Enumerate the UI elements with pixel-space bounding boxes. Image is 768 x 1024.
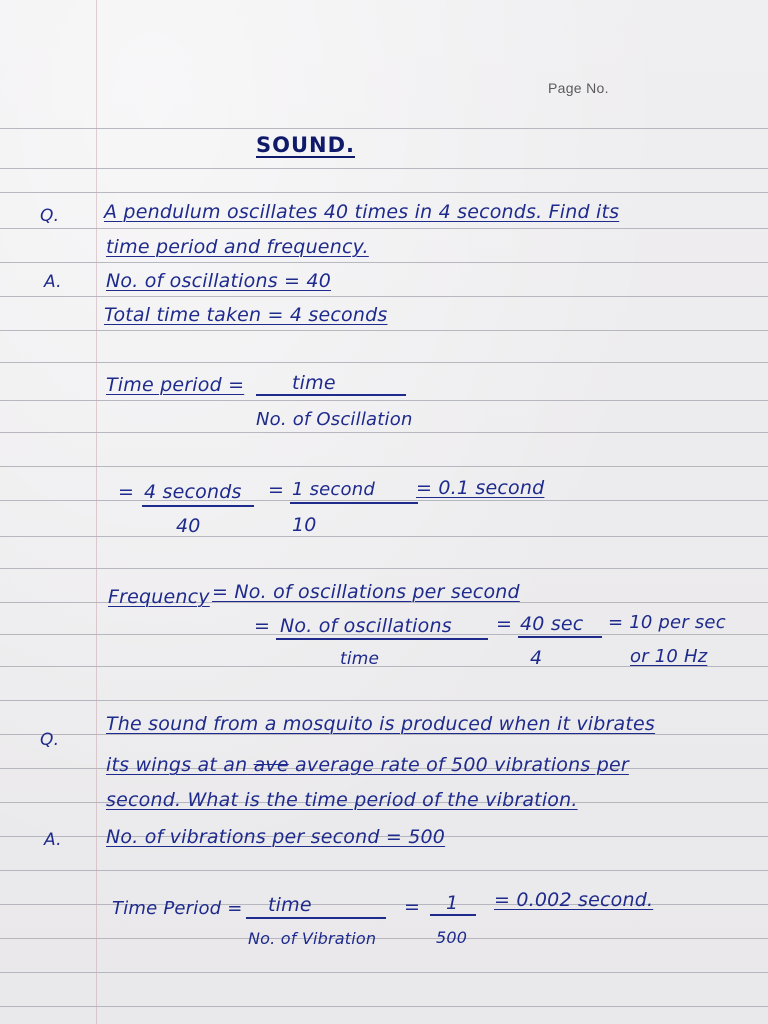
fraction-bar (430, 914, 476, 916)
question-text-line (106, 754, 629, 776)
fraction-numerator: 40 sec (520, 613, 584, 635)
fraction-denominator: 10 (292, 514, 317, 536)
answer-marker: A. (44, 272, 62, 292)
answer-marker: A. (44, 830, 62, 850)
fraction-numerator: No. of oscillations (280, 615, 452, 637)
fraction-denominator: 40 (176, 515, 201, 537)
ruled-line (0, 168, 768, 169)
formula-label: Frequency (108, 586, 210, 608)
fraction-numerator: 4 seconds (144, 481, 242, 503)
ruled-line (0, 432, 768, 433)
question-marker: Q. (40, 730, 60, 750)
formula-label: Time Period = (112, 898, 243, 919)
fraction-numerator: 1 (446, 892, 459, 914)
ruled-line (0, 938, 768, 939)
equals-sign: = (254, 615, 271, 637)
formula-definition: = No. of oscillations per second (212, 581, 520, 603)
ruled-line (0, 568, 768, 569)
ruled-line (0, 296, 768, 297)
ruled-line (0, 466, 768, 467)
equals-sign: = (118, 481, 135, 503)
answer-line: No. of vibrations per second = 500 (106, 826, 446, 848)
answer-line: Total time taken = 4 seconds (104, 304, 388, 326)
ruled-line (0, 128, 768, 129)
ruled-line (0, 330, 768, 331)
equals-sign: = (268, 479, 285, 501)
fraction-denominator: time (340, 649, 380, 669)
fraction-bar (256, 394, 406, 396)
formula-label: Time period = (106, 374, 245, 396)
question-text-part: its wings at an (106, 754, 248, 776)
frequency-result-hz: or 10 Hz (630, 646, 708, 667)
fraction-bar (246, 917, 386, 919)
question-text-line: A pendulum oscillates 40 times in 4 seconds. Find its (104, 201, 620, 223)
ruled-line (0, 192, 768, 193)
ruled-line (0, 870, 768, 871)
question-text-line: time period and frequency. (106, 236, 369, 258)
ruled-line (0, 262, 768, 263)
fraction-numerator: time (268, 894, 312, 916)
calculation-result: = 0.002 second. (494, 889, 654, 911)
calculation-result: = 0.1 second (416, 477, 545, 499)
ruled-line (0, 228, 768, 229)
ruled-line (0, 972, 768, 973)
fraction-numerator: time (292, 372, 336, 394)
page-number-label: Page No. (548, 80, 609, 96)
fraction-denominator: 4 (530, 647, 543, 669)
ruled-line (0, 700, 768, 701)
fraction-denominator: No. of Vibration (248, 929, 377, 948)
page-title: SOUND. (256, 133, 356, 157)
equals-sign: = (404, 896, 421, 918)
question-text-part: average rate of 500 vibrations per (295, 754, 629, 776)
fraction-bar (290, 502, 418, 504)
question-text-line: The sound from a mosquito is produced when it vibrates (106, 713, 656, 735)
fraction-denominator: 500 (436, 928, 468, 947)
ruled-line (0, 362, 768, 363)
margin-line (96, 0, 97, 1024)
ruled-line (0, 536, 768, 537)
question-marker: Q. (40, 206, 60, 226)
ruled-line (0, 500, 768, 501)
question-text-line: second. What is the time period of the vibration. (106, 789, 578, 811)
equals-sign: = (496, 613, 513, 635)
fraction-bar (276, 638, 488, 640)
ruled-line (0, 400, 768, 401)
answer-line: No. of oscillations = 40 (106, 270, 331, 292)
struck-word: ave (253, 754, 289, 776)
fraction-bar (142, 505, 254, 507)
frequency-result: = 10 per sec (608, 612, 726, 633)
fraction-numerator: 1 second (292, 479, 375, 500)
fraction-denominator: No. of Oscillation (256, 409, 413, 430)
ruled-line (0, 1006, 768, 1007)
fraction-bar (518, 636, 602, 638)
